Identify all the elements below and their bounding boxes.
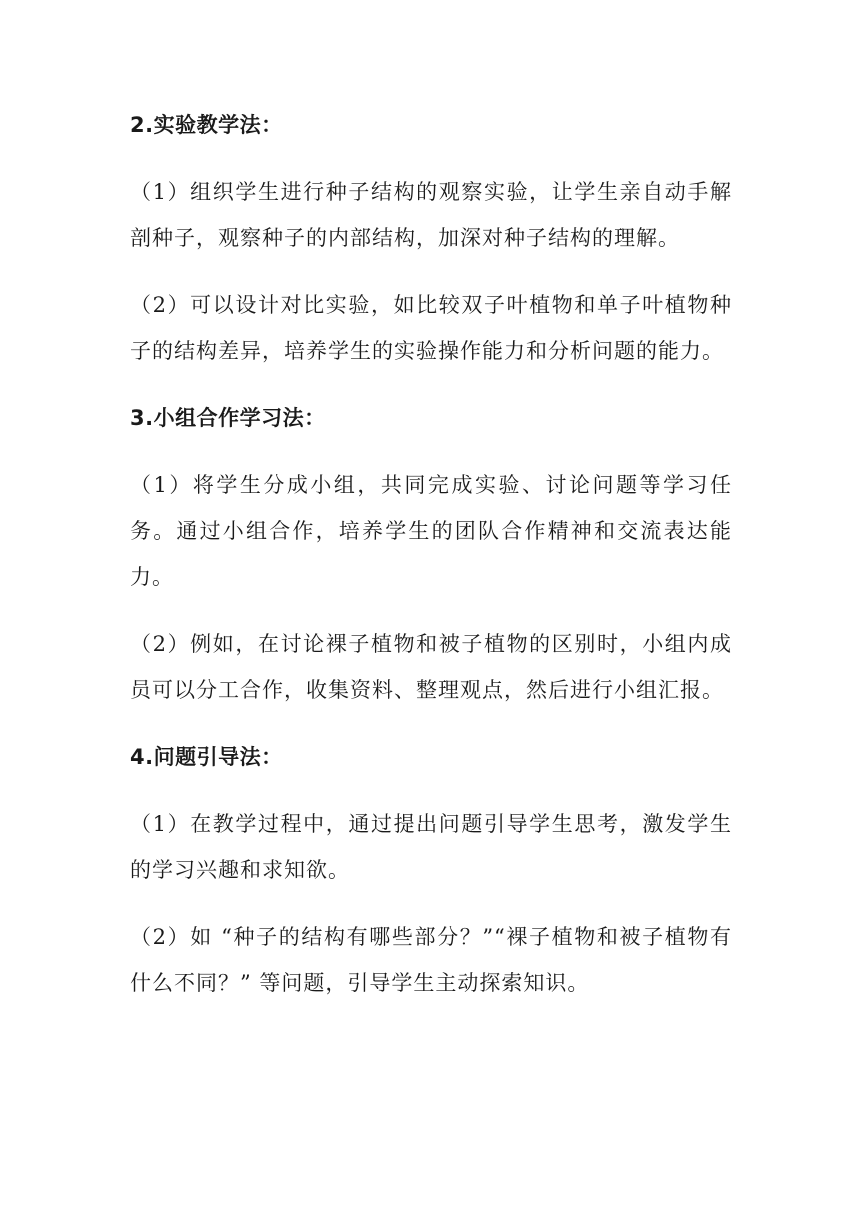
section-heading-experiment: 2.实验教学法： bbox=[130, 113, 283, 137]
paragraph-question-guided-1: （1）在教学过程中，通过提出问题引导学生思考，激发学生的学习兴趣和求知欲。 bbox=[130, 812, 732, 882]
paragraph-question-guided-2: （2）如 “种子的结构有哪些部分？”“裸子植物和被子植物有什么不同？” 等问题，引导学生主动探索知识。 bbox=[130, 925, 732, 995]
document-page bbox=[130, 102, 732, 1006]
paragraph-experiment-2: （2）可以设计对比实验，如比较双子叶植物和单子叶植物种子的结构差异，培养学生的实验操作能力和分析问题的能力。 bbox=[130, 293, 732, 363]
paragraph-group-work-2: （2）例如，在讨论裸子植物和被子植物的区别时，小组内成员可以分工合作，收集资料、整理观点，然后进行小组汇报。 bbox=[130, 632, 732, 702]
section-heading-question-guided: 4.问题引导法： bbox=[130, 745, 283, 769]
paragraph-experiment-1: （1）组织学生进行种子结构的观察实验，让学生亲自动手解剖种子，观察种子的内部结构，加深对种子结构的理解。 bbox=[130, 180, 732, 250]
paragraph-group-work-1: （1）将学生分成小组，共同完成实验、讨论问题等学习任务。通过小组合作，培养学生的团队合作精神和交流表达能力。 bbox=[130, 473, 732, 589]
section-heading-group-work: 3.小组合作学习法： bbox=[130, 406, 326, 430]
